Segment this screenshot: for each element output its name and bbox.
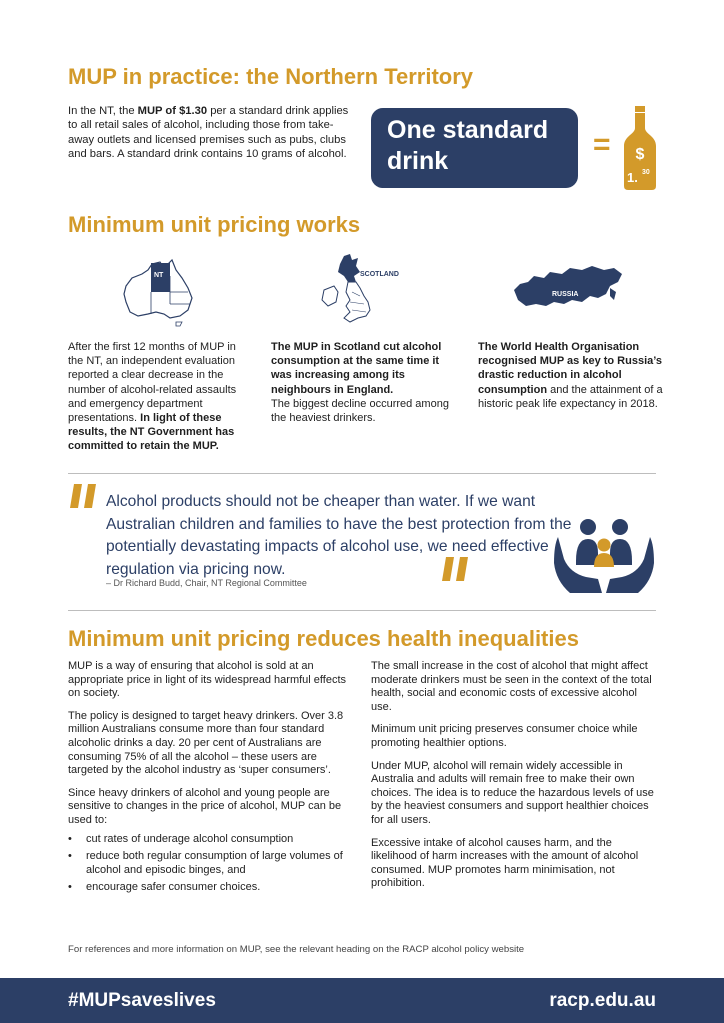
standard-drink-line1: One standard xyxy=(387,116,549,144)
map-label-nt: NT xyxy=(154,272,164,279)
left-paragraph: Since heavy drinkers of alcohol and young people are sensitive to changes in the price of alcohol, MUP can be used to: xyxy=(68,786,342,826)
nt-intro-paragraph xyxy=(68,104,358,162)
right-paragraph: Minimum unit pricing preserves consumer choice while promoting healthier options. xyxy=(371,723,638,749)
standard-drink-line2: drink xyxy=(387,147,449,175)
left-paragraph: The policy is designed to target heavy drinkers. Over 3.8 million Australians consume more than four standard alcoholic drinks a day. 20 per cent of Australians are consuming 75% of all the alcohol – these users are targeted by the alcohol industry as ‘super consumers’. xyxy=(68,709,344,777)
inequalities-left-column xyxy=(68,660,353,899)
russia-bold: The World Health Organisation recognised MUP as key to Russia’s drastic reduction in alcohol consumption xyxy=(478,341,663,396)
nt-mup-price-bold: MUP of $1.30 xyxy=(137,105,208,117)
scotland-bold: The MUP in Scotland cut alcohol consumption at the same time it was increasing among its neighbours in England. xyxy=(271,341,442,396)
equals-sign: = xyxy=(593,128,611,161)
scotland-plain: The biggest decline occurred among the heaviest drinkers. xyxy=(271,397,449,425)
section-title-nt: MUP in practice: the Northern Territory xyxy=(68,64,474,89)
beer-bottle-icon xyxy=(622,106,658,190)
scotland-text xyxy=(271,340,456,425)
russia-text xyxy=(478,340,663,411)
australia-map-icon xyxy=(118,256,200,328)
divider-top xyxy=(68,473,656,474)
open-quote-icon xyxy=(68,482,100,510)
russia-plain: and the attainment of a historic peak life expectancy in 2018. xyxy=(478,383,663,410)
map-label-russia: RUSSIA xyxy=(552,291,579,298)
footer-website-link[interactable]: racp.edu.au xyxy=(549,990,656,1011)
inequalities-right-column xyxy=(371,660,656,900)
list-item: • reduce both regular consumption of large volumes of alcohol and episodic binges, and xyxy=(68,850,353,877)
quote-attribution: – Dr Richard Budd, Chair, NT Regional Committee xyxy=(106,578,307,588)
bottle-price-cents: 30 xyxy=(642,169,650,176)
right-paragraph: The small increase in the cost of alcohol that might affect moderate drinkers must be seen in the context of the total health, social and economic costs of excessive alcohol use. xyxy=(371,660,652,713)
uk-map-icon xyxy=(316,252,412,328)
bottle-dollar-sign: $ xyxy=(635,146,645,163)
right-paragraph: Excessive intake of alcohol causes harm, and the likelihood of harm increases with the amount of alcohol consumed. MUP promotes harm minimisation, not prohibition. xyxy=(371,836,639,890)
bottle-price-main: 1. xyxy=(627,170,638,185)
list-item: • cut rates of underage alcohol consumption xyxy=(68,833,353,847)
quote-text: Alcohol products should not be cheaper than water. If we want Australian children and families to have the best protection from the potentially devastating impacts of alcohol use, we need effective regulation via pricing now. xyxy=(106,493,572,578)
right-paragraph: Under MUP, alcohol will remain widely accessible in Australia and adults will remain free to make their own choices. The idea is to reduce the hazardous levels of use by the heaviest consumers and support healthier choices for all users. xyxy=(371,759,654,826)
section-title-inequalities: Minimum unit pricing reduces health inequalities xyxy=(68,626,579,651)
references-note: For references and more information on MUP, see the relevant heading on the RACP alcohol policy website xyxy=(68,944,525,955)
standard-drink-box xyxy=(371,108,578,188)
nt-evaluation-plain: After the first 12 months of MUP in the NT, an independent evaluation reported a clear decrease in the number of alcohol-related assaults and emergency department presentations. xyxy=(68,341,237,425)
family-in-hands-icon xyxy=(552,515,656,595)
nt-evaluation-text xyxy=(68,340,253,454)
divider-bottom xyxy=(68,610,656,611)
mup-uses-list xyxy=(68,833,353,895)
section-title-works: Minimum unit pricing works xyxy=(68,212,361,237)
nt-intro-text-end: per a standard drink applies to all retail sales of alcohol, including those from take-away outlets and licensed premises such as pubs, clubs and bars. A standard drink contains 10 grams of alcohol. xyxy=(68,105,349,161)
footer-hashtag: #MUPsaveslives xyxy=(68,990,216,1011)
left-paragraph: MUP is a way of ensuring that alcohol is sold at an appropriate price in light of its widespread harmful effects on society. xyxy=(68,660,346,700)
map-label-scotland: SCOTLAND xyxy=(360,271,399,278)
close-quote-icon xyxy=(440,555,472,583)
list-item: • encourage safer consumer choices. xyxy=(68,881,353,895)
nt-evaluation-bold: In light of these results, the NT Government has committed to retain the MUP. xyxy=(68,412,235,453)
nt-intro-text-start: In the NT, the xyxy=(68,105,138,117)
russia-map-icon xyxy=(510,262,626,312)
footer-bar xyxy=(0,978,724,1023)
